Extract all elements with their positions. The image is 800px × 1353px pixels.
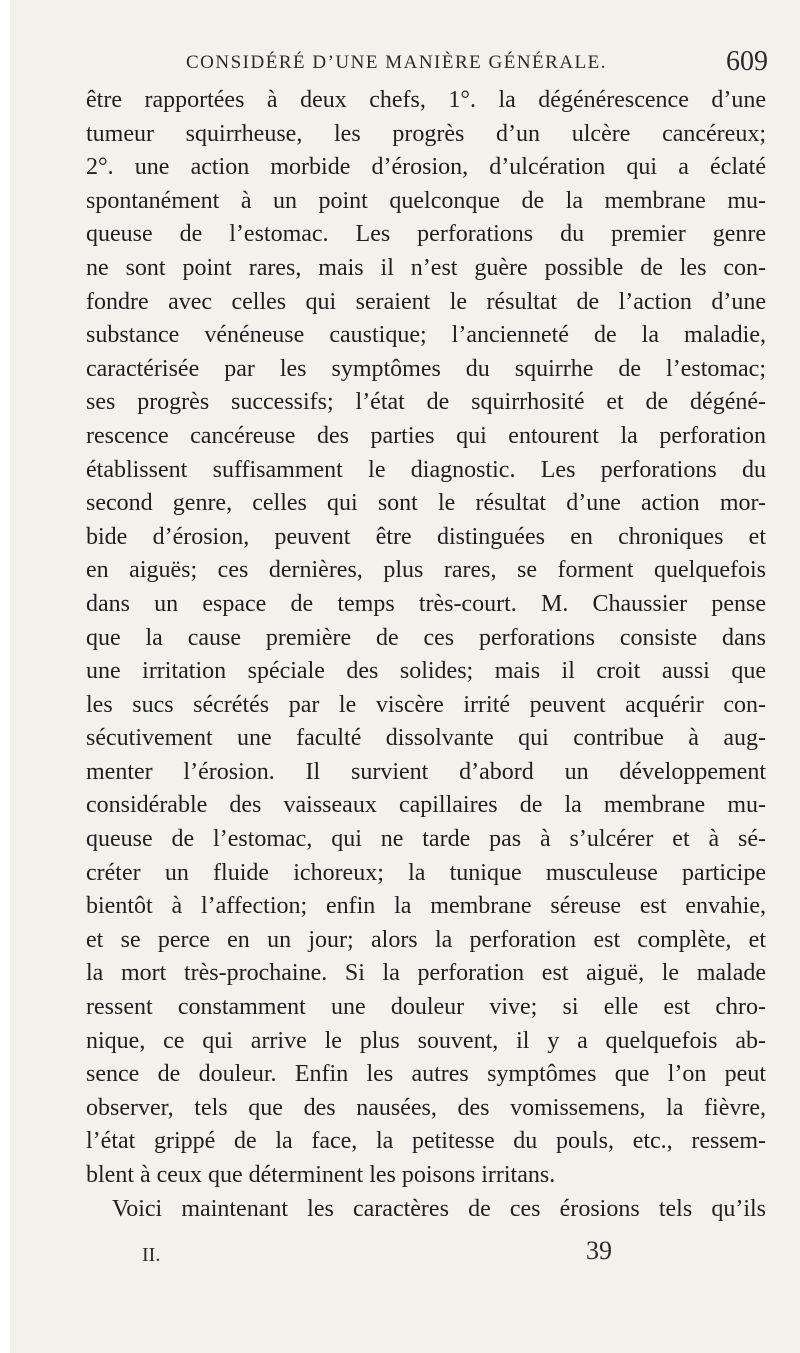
page-number: 609 [726,46,768,77]
text-line: second genre, celles qui sont le résultat d’une action mor- [86,490,766,517]
text-line: créter un fluide ichoreux; la tunique musculeuse participe [86,859,766,886]
text-line: tumeur squirrheuse, les progrès d’un ulcère cancéreux; [86,120,766,147]
text-line: menter l’érosion. Il survient d’abord un développement [86,758,766,785]
text-line: ses progrès successifs; l’état de squirrhosité et de dégéné- [86,389,766,416]
text-line: substance vénéneuse caustique; l’ancienneté de la maladie, [86,322,766,349]
text-line: ressent constamment une douleur vive; si elle est chro- [86,994,766,1021]
text-line: la mort très-prochaine. Si la perforation est aiguë, le malade [86,960,766,987]
text-line: ne sont point rares, mais il n’est guère possible de les con- [86,254,766,281]
text-line: sence de douleur. Enfin les autres symptômes que l’on peut [86,1061,766,1088]
text-line: les sucs sécrétés par le viscère irrité peuvent acquérir con- [86,691,766,718]
text-line: queuse de l’estomac, qui ne tarde pas à s’ulcérer et à sé- [86,826,766,853]
text-line: et se perce en un jour; alors la perforation est complète, et [86,926,766,953]
page-header [70,46,768,82]
text-line: bientôt à l’affection; enfin la membrane séreuse est envahie, [86,893,766,920]
running-title: CONSIDÉRÉ D’UNE MANIÈRE GÉNÉRALE. [186,52,608,73]
body-text [86,84,766,1226]
text-line: blent à ceux que déterminent les poisons irritans. [86,1162,556,1188]
text-line: une irritation spéciale des solides; mais il croit aussi que [86,658,766,685]
text-line: être rapportées à deux chefs, 1°. la dégénérescence d’une [86,87,766,113]
text-line: l’état grippé de la face, la petitesse du pouls, etc., ressem- [86,1128,766,1155]
text-line: bide d’érosion, peuvent être distinguées en chroniques et [86,523,766,550]
text-line: 2°. une action morbide d’érosion, d’ulcération qui a éclaté [86,154,766,181]
text-line: considérable des vaisseaux capillaires de la membrane mu- [86,792,766,819]
page-footer [142,1236,612,1276]
text-line: observer, tels que des nausées, des vomissemens, la fièvre, [86,1094,766,1121]
text-line: en aiguës; ces dernières, plus rares, se forment quelquefois [86,557,766,584]
signature-mark: II. [142,1244,161,1266]
text-line: spontanément à un point quelconque de la membrane mu- [86,187,766,214]
text-line: fondre avec celles qui seraient le résultat de l’action d’une [86,288,766,315]
text-line: sécutivement une faculté dissolvante qui contribue à aug- [86,725,766,752]
text-line: Voici maintenant les caractères de ces érosions tels qu’ils [112,1195,766,1222]
text-line: que la cause première de ces perforations consiste dans [86,624,766,651]
signature-number: 39 [586,1236,612,1265]
text-line: nique, ce qui arrive le plus souvent, il y a quelquefois ab- [86,1027,766,1054]
text-line: caractérisée par les symptômes du squirrhe de l’estomac; [86,355,766,382]
text-line: rescence cancéreuse des parties qui entourent la perforation [86,422,766,449]
text-line: dans un espace de temps très-court. M. Chaussier pense [86,590,766,617]
text-line: queuse de l’estomac. Les perforations du premier genre [86,221,766,248]
text-line: établissent suffisamment le diagnostic. Les perforations du [86,456,766,483]
